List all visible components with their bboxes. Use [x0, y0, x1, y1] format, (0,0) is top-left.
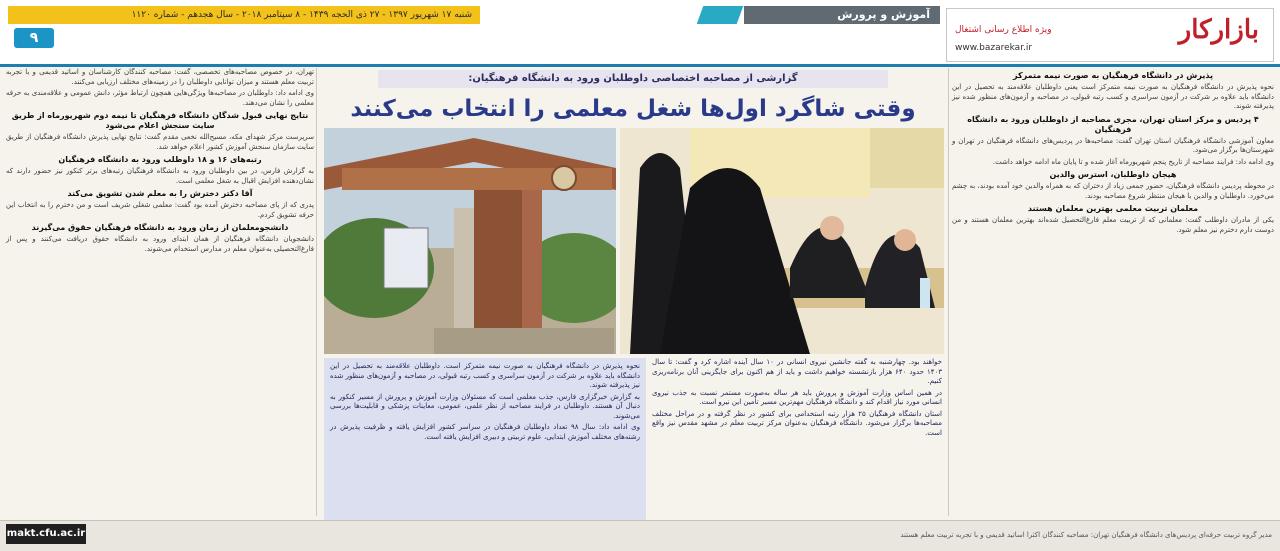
university-gate-photo: [324, 128, 616, 354]
paragraph: استان دانشگاه فرهنگیان ۲۵ هزار رتبه استخدامی برای کشور در نظر گرفته و در مراحل مختلف مصاحبه‌ها برگزار می‌شود. دانشگاه فرهنگیان به‌عنوان مرکز تربیت معلم در مشهد مقدس نیز واقع است.: [652, 409, 942, 437]
brand-logo: بازارکار: [1178, 15, 1259, 45]
section-title: آموزش و پرورش: [744, 6, 940, 24]
paragraph: وی ادامه داد: فرایند مصاحبه از تاریخ پنجم شهریورماه آغاز شده و تا پایان ماه ادامه خواهد داشت.: [992, 157, 1274, 166]
section-tab-accent: [697, 6, 744, 24]
paragraph: نحوه پذیرش در دانشگاه فرهنگیان به صورت نیمه متمرکز است یعنی داوطلبان علاقه‌مند به تحصیل در این دانشگاه باید علاوه بر شرکت در آزمون سراسری و کسب رتبه قبولی، در مصاحبه و آزمون‌های منظور شده نیز پذیرفته شوند.: [952, 83, 1274, 110]
paragraph: نحوه پذیرش در دانشگاه فرهنگیان به صورت نیمه متمرکز است. داوطلبان علاقه‌مند به تحصیل در این دانشگاه باید علاوه بر شرکت در آزمون سراسری و کسب رتبه قبولی، در مصاحبه و آزمون‌های منظور شده نیز پذیرفته شوند.: [330, 362, 640, 389]
paragraph: وی ادامه داد: سال ۹۸ تعداد داوطلبان فرهنگیان در سراسر کشور افزایش یافته و ظرفیت پذیرش در رشته‌های مختلف آموزش ابتدایی، علوم تربیتی و دبیری افزایش یافته است.: [330, 423, 640, 441]
paragraph: تهران، در خصوص مصاحبه‌های تخصصی، گفت: مصاحبه کنندگان کارشناسان و اساتید قدیمی و با تجربه تربیت معلم هستند و میزان توانایی داوطلبان را در زمینه‌های مختلف ارزیابی می‌کنند.: [6, 68, 314, 86]
footer-url[interactable]: makt.cfu.ac.ir: [6, 524, 86, 544]
issue-info: شنبه ۱۷ شهریور ۱۳۹۷ - ۲۷ ذی الحجه ۱۴۳۹ - ۸ سپتامبر ۲۰۱۸ - سال هجدهم - شماره ۱۱۲۰: [8, 6, 480, 24]
subheading: پذیرش در دانشگاه فرهنگیان به صورت نیمه متمرکز: [1013, 71, 1213, 80]
paragraph: خواهند بود. چهارشنبه به گفته جانشین نیروی انسانی در ۱۰ سال آینده اشاره کرد و گفت: تا سال ۱۴۰۳ حدود ۶۴۰ هزار بازنشسته خواهیم داشت و باید از هم اکنون برای جایگزینی آنان برنامه‌ریزی کنیم.: [652, 358, 942, 385]
paragraph: یکی از مادران داوطلب گفت: معلمانی که از تربیت معلم فارغ‌التحصیل شده‌اند بهترین معلمان هستند و من دوست دارم دخترم نیز معلم شود.: [952, 216, 1274, 234]
subheading: ۴ پردیس و مرکز استان تهران، مجری مصاحبه از داوطلبان ورود به دانشگاه فرهنگیان: [967, 114, 1259, 134]
paragraph: وی ادامه داد: داوطلبان در مصاحبه‌ها ویژگی‌هایی همچون ارتباط مؤثر، دانش عمومی و علاقه‌مندی به حرفه معلمی را نشان می‌دهند.: [6, 89, 314, 107]
gate-illustration: [324, 128, 616, 354]
brand-tagline: ویژه اطلاع رسانی اشتغال: [955, 25, 1052, 35]
paragraph: به گزارش فارس، در بین داوطلبان ورود به دانشگاه فرهنگیان رتبه‌های برتر کنکور نیز حضور دارند که نشان‌دهنده افزایش اقبال به شغل معلمی است.: [6, 167, 314, 185]
brand-box: [946, 8, 1274, 62]
interview-photo: [620, 128, 944, 354]
column-divider: [948, 68, 949, 516]
subheading: نتایج نهایی قبول شدگان دانشگاه فرهنگیان تا نیمه دوم شهریورماه از طریق سایت سنجش اعلام می‌شود: [11, 111, 309, 130]
main-article: [320, 68, 946, 516]
interview-illustration: [620, 128, 944, 354]
subheading: هیجان داوطلبان، استرس والدین: [1049, 170, 1177, 179]
left-column: [6, 68, 314, 516]
subheading: آقا دکتر دخترش را به معلم شدن تشویق می‌کند: [67, 189, 253, 198]
article-kicker: گزارشی از مصاحبه اختصاصی داوطلبان ورود به دانشگاه فرهنگیان:: [378, 70, 888, 88]
paragraph: دانشجویان دانشگاه فرهنگیان از همان ابتدای ورود به دانشگاه حقوق دریافت می‌کنند و پس از فارغ‌التحصیلی به‌عنوان معلم در مدارس استخدام می‌شوند.: [6, 235, 314, 253]
paragraph: پدری که از پای مصاحبه دخترش آمده بود گفت: معلمی شغلی شریف است و من دخترم را به انتخاب این حرفه تشویق کردم.: [6, 201, 314, 219]
footer-text: مدیر گروه تربیت حرفه‌ای پردیس‌های دانشگاه فرهنگیان تهران: مصاحبه کنندگان اکثرا اساتید قدیمی و با تجربه تربیت معلم هستند: [900, 531, 1272, 539]
paragraph: سرپرست مرکز شهدای مکه، مسیح‌الله نخعی مقدم گفت: نتایج نهایی پذیرش دانشگاه فرهنگیان از طریق سایت سازمان سنجش آموزش کشور اعلام خواهد شد.: [6, 133, 314, 151]
article-body: [652, 358, 942, 520]
page-number: ۹: [14, 28, 54, 48]
brand-url[interactable]: www.bazarekar.ir: [955, 43, 1033, 53]
subheading: رتبه‌های ۱۶ و ۱۸ داوطلب ورود به دانشگاه فرهنگیان: [58, 155, 262, 164]
paragraph: معاون آموزشی دانشگاه فرهنگیان استان تهران گفت: مصاحبه‌ها در پردیس‌های دانشگاه فرهنگیان در تهران و شهرستان‌ها برگزار می‌شود.: [952, 136, 1274, 154]
page-header: [0, 0, 1280, 67]
paragraph: در همین اساس وزارت آموزش و پرورش باید هر ساله به‌صورت مستمر نسبت به جذب نیروی انسانی مورد نیاز اقدام کند و دانشگاه فرهنگیان مهم‌ترین مسیر تأمین این نیرو است.: [652, 388, 942, 406]
article-body-box: [324, 358, 646, 520]
column-divider: [316, 68, 317, 516]
subheading: دانشجومعلمان از زمان ورود به دانشگاه فرهنگیان حقوق می‌گیرند: [31, 223, 289, 232]
paragraph: در محوطه پردیس دانشگاه فرهنگیان، حضور جمعی زیاد از دختران که به همراه والدین خود آمده بودند، به چشم می‌خورد. داوطلبان و والدین با هیجان منتظر شروع مصاحبه بودند.: [952, 182, 1274, 200]
right-column: [952, 68, 1274, 516]
article-headline: وقتی شاگرد اول‌ها شغل معلمی را انتخاب می‌کنند: [350, 96, 916, 122]
paragraph: به گزارش خبرگزاری فارس، جذب معلمی است که مسئولان وزارت آموزش و پرورش از مسیر کنکور به دنبال آن هستند. داوطلبان در فرایند مصاحبه از نظر علمی، عمومی، معاینات پزشکی و قابلیت‌ها بررسی می‌شوند.: [330, 392, 640, 420]
subheading: معلمان تربیت معلمی بهترین معلمان هستند: [1027, 204, 1199, 213]
